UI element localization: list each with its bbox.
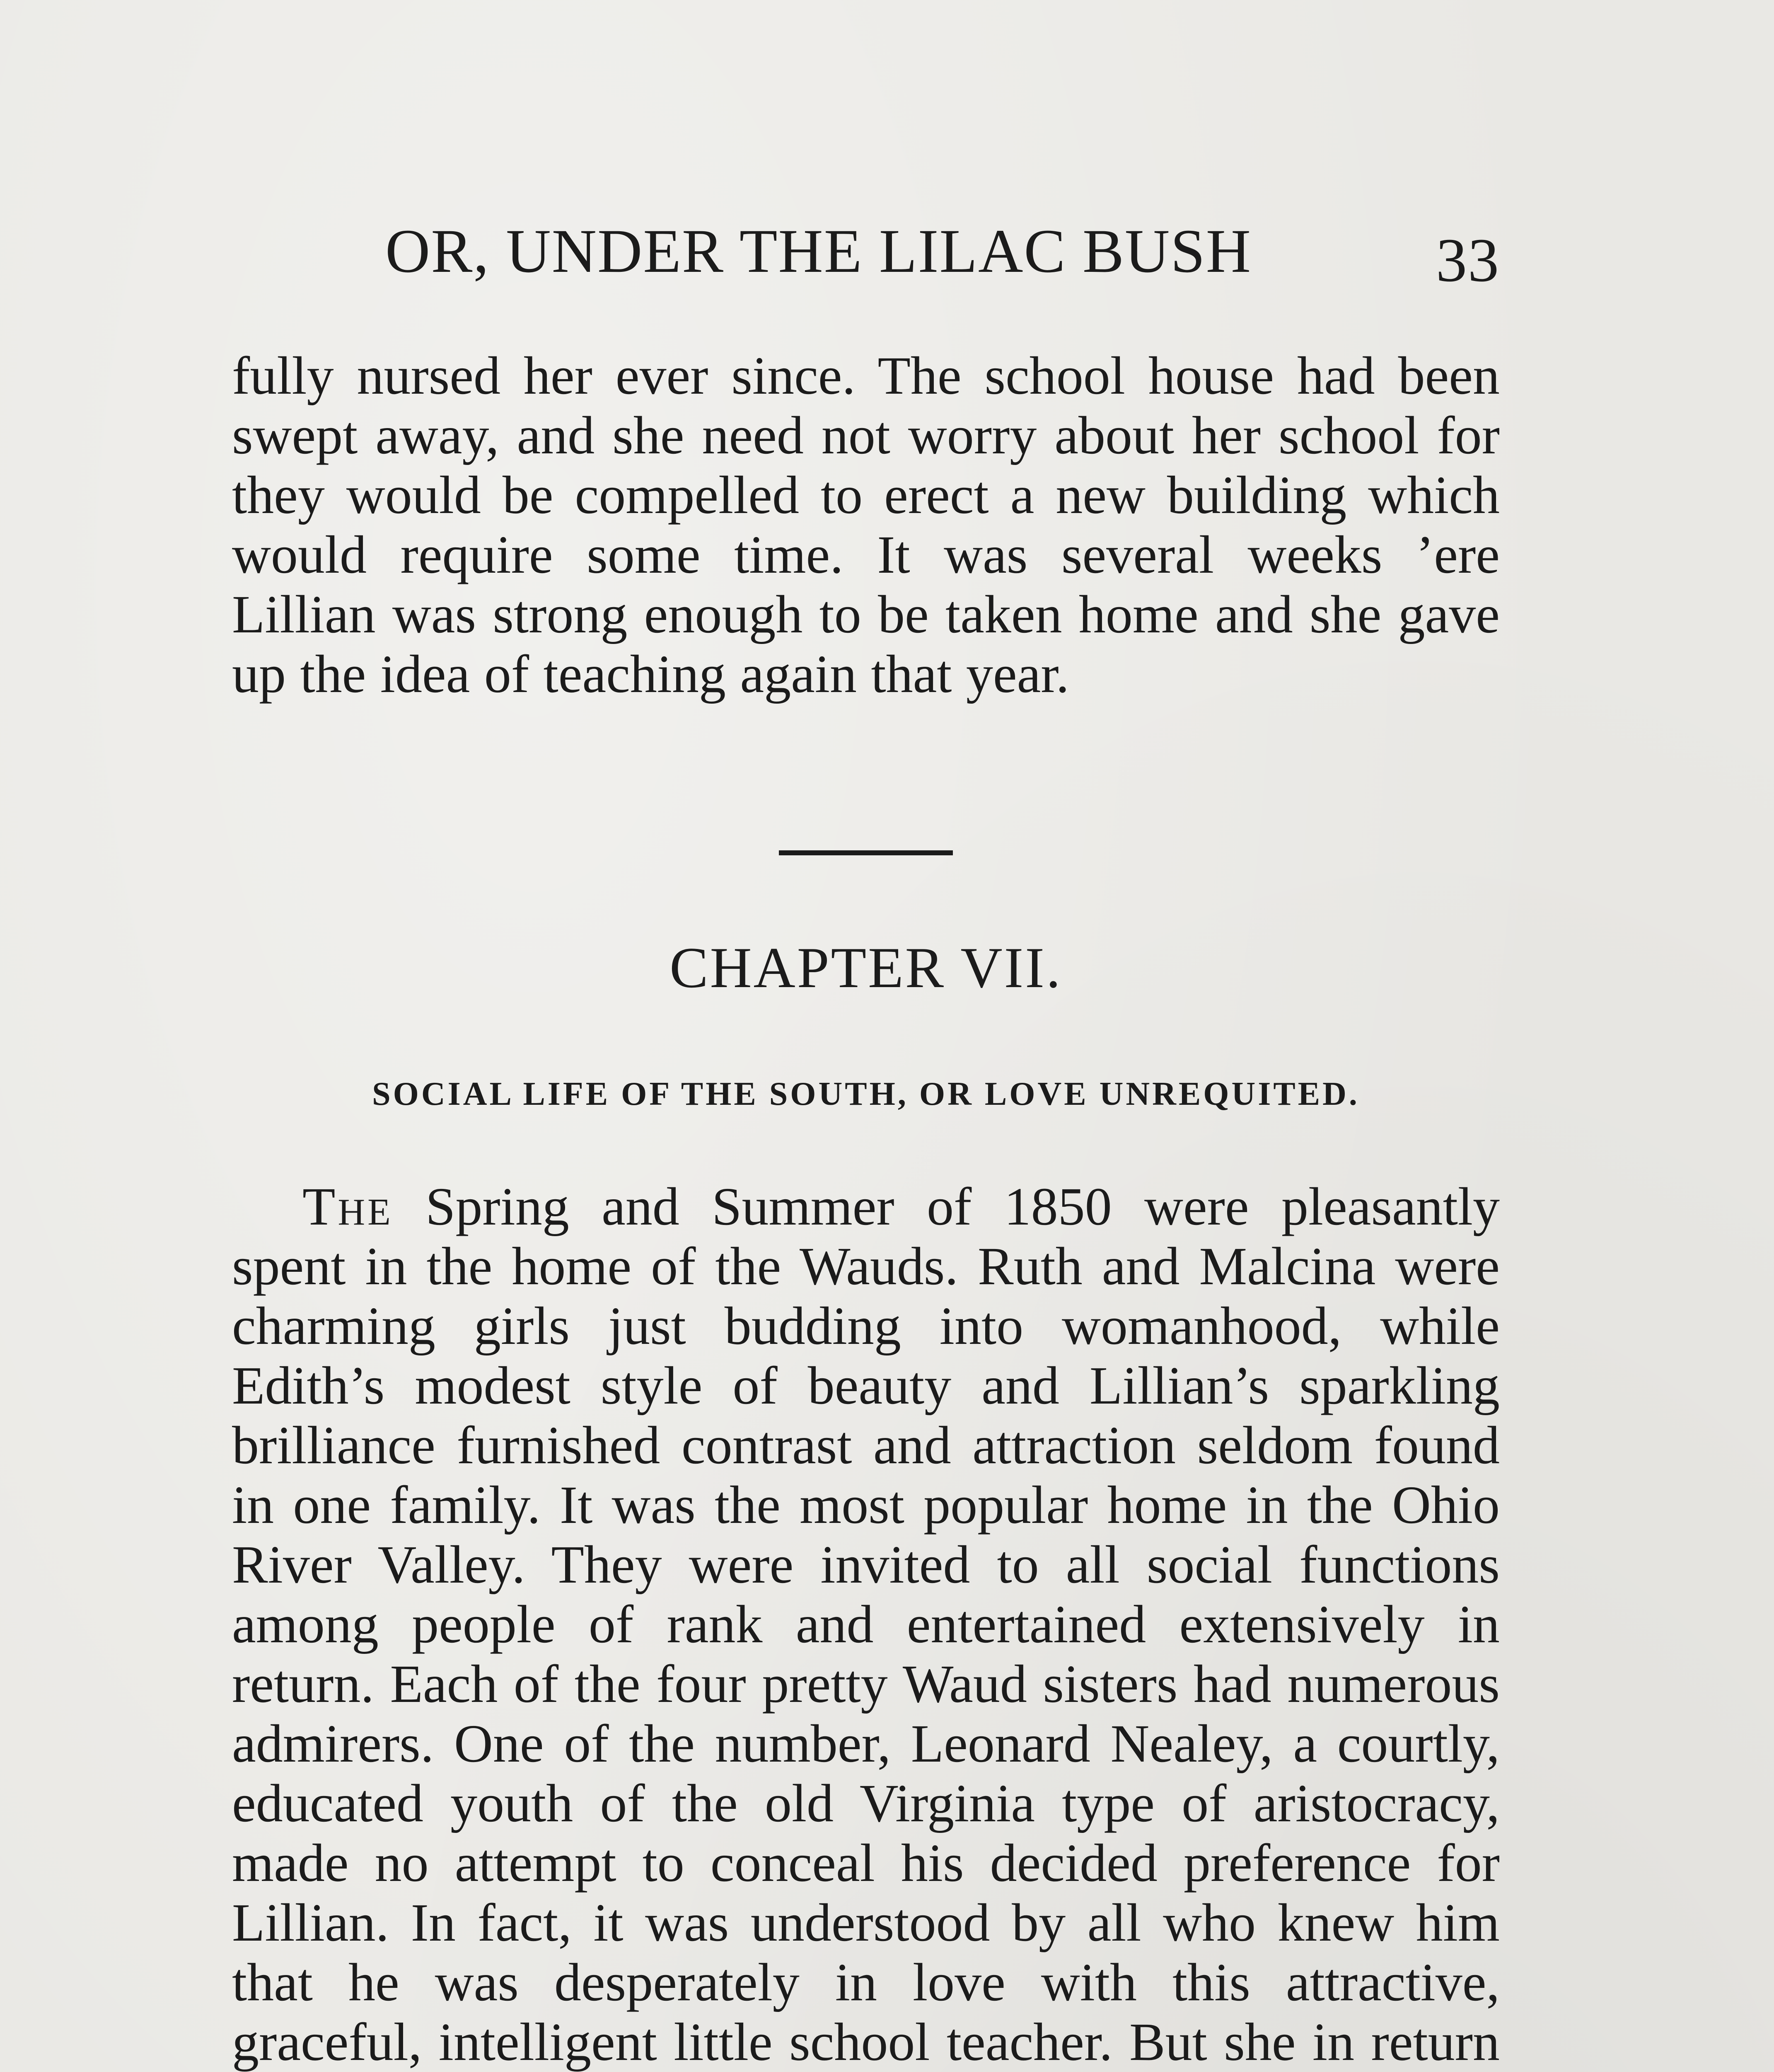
chapter-paragraph-text: Spring and Summer of 1850 were pleasantly spent in the home of the Wauds. Ruth and Malcina were charming girls just budding into womanhood, while Edith’s modest style of beauty and Lillian’s sparkling brilliance furnished contrast and attraction seldom found in one family. It was the most popular home in the Ohio River Valley. They were invited to all social functions among people of rank and entertained extensively in return. Each of the four pretty Waud sisters had numerous admirers. One of the number, Leonard Nealey, a courtly, educated youth of the old Virginia type of aristocracy, made no attempt to conceal his decided preference for Lillian. In fact, it was understood by all who knew him that he was desperately in love with this attractive, graceful, intelligent little school teacher. But she in return (232, 1177, 1500, 2072)
continuation-paragraph: fully nursed her ever since. The school house had been swept away, and she need not worry about her school for they would be compelled to erect a new building which would require some time. It was several weeks ’ere Lillian was strong enough to be taken home and she gave up the idea of teaching again that year. (232, 346, 1500, 704)
chapter-body (232, 1177, 1500, 2072)
page-number: 33 (1436, 226, 1500, 295)
running-title: OR, UNDER THE LILAC BUSH (385, 217, 1252, 286)
chapter-paragraph (232, 1177, 1500, 2072)
chapter-lead-word: The (302, 1177, 393, 1237)
running-header (232, 215, 1500, 298)
chapter-heading: CHAPTER VII. (669, 936, 1062, 1000)
continuation-block (232, 346, 1500, 704)
chapter-subtitle: SOCIAL LIFE OF THE SOUTH, OR LOVE UNREQUITED. (372, 1076, 1360, 1112)
chapter-separator-rule (779, 850, 953, 855)
